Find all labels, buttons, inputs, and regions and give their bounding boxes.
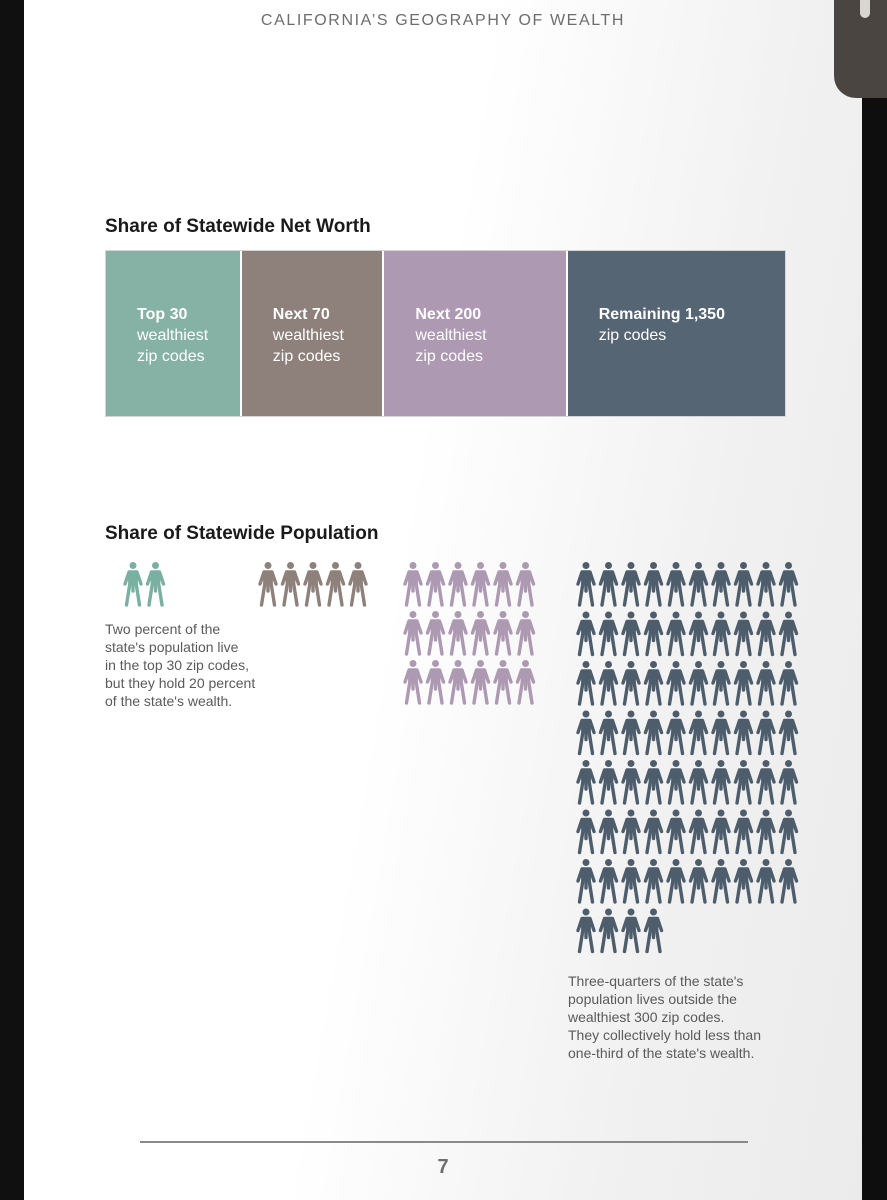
person-figure xyxy=(691,810,707,853)
person-figure xyxy=(283,562,299,605)
person-figure xyxy=(758,760,774,803)
person-figure xyxy=(428,660,444,703)
person-figure xyxy=(473,562,489,605)
person-figure xyxy=(623,760,639,803)
person-figure xyxy=(623,909,639,952)
person-figure xyxy=(781,612,797,655)
person-figure xyxy=(646,562,662,605)
population-chart-title: Share of Statewide Population xyxy=(105,523,379,544)
segment-sublabel: zip codes xyxy=(598,327,667,344)
person-figure xyxy=(623,859,639,902)
person-figure xyxy=(713,810,729,853)
person-figure xyxy=(450,660,466,703)
person-figure xyxy=(668,661,684,704)
segment-sublabel: wealthiest zip codes xyxy=(272,327,344,365)
remaining-annotation: Three-quarters of the state's population lives outside the wealthiest 300 zip codes. They collectively hold less than one-third of the state's wealth. xyxy=(568,973,761,1061)
person-figure xyxy=(601,711,617,754)
person-figure xyxy=(668,612,684,655)
person-figure xyxy=(668,810,684,853)
person-figure xyxy=(691,760,707,803)
person-figure xyxy=(646,661,662,704)
segment-sublabel: wealthiest zip codes xyxy=(415,327,487,365)
person-figure xyxy=(758,562,774,605)
person-figure xyxy=(781,810,797,853)
person-figure xyxy=(691,612,707,655)
person-figure xyxy=(646,810,662,853)
person-figure xyxy=(758,810,774,853)
person-figure xyxy=(713,612,729,655)
person-figure xyxy=(646,612,662,655)
page-number: 7 xyxy=(437,1156,449,1178)
person-figure xyxy=(713,760,729,803)
person-figure xyxy=(578,760,594,803)
person-figure xyxy=(758,661,774,704)
person-figure xyxy=(781,711,797,754)
person-figure xyxy=(668,711,684,754)
person-figure xyxy=(450,611,466,654)
person-figure xyxy=(691,859,707,902)
person-figure xyxy=(713,711,729,754)
person-figure xyxy=(623,810,639,853)
person-figure xyxy=(578,810,594,853)
person-figure xyxy=(601,909,617,952)
person-figure xyxy=(305,562,321,605)
person-figure xyxy=(736,612,752,655)
segment-label: Remaining 1,350 xyxy=(598,306,725,323)
person-figure xyxy=(691,661,707,704)
person-figure xyxy=(473,611,489,654)
person-figure xyxy=(495,660,511,703)
person-figure xyxy=(428,562,444,605)
person-figure xyxy=(578,909,594,952)
person-figure xyxy=(623,562,639,605)
person-figure xyxy=(601,562,617,605)
person-figure xyxy=(473,660,489,703)
person-figure xyxy=(736,661,752,704)
person-figure xyxy=(405,611,421,654)
person-figure xyxy=(736,859,752,902)
segment-label: Next 70 xyxy=(272,306,330,323)
person-figure xyxy=(758,859,774,902)
top-30-annotation: Two percent of the state's population live in the top 30 zip codes, but they hold 20 percent of the state's wealth. xyxy=(105,621,256,709)
person-figure xyxy=(495,562,511,605)
person-figure xyxy=(668,859,684,902)
person-figure xyxy=(328,562,344,605)
person-figure xyxy=(148,562,164,605)
person-figure xyxy=(736,810,752,853)
person-figure xyxy=(668,562,684,605)
person-figure xyxy=(578,562,594,605)
population-pictogram xyxy=(24,0,862,1200)
person-figure xyxy=(601,859,617,902)
person-figure xyxy=(691,711,707,754)
person-figure xyxy=(601,612,617,655)
running-header: CALIFORNIA’S GEOGRAPHY OF WEALTH xyxy=(260,12,626,29)
person-figure xyxy=(578,661,594,704)
segment-label: Top 30 xyxy=(137,306,188,323)
person-figure xyxy=(601,661,617,704)
person-figure xyxy=(713,562,729,605)
viewer-frame-right xyxy=(862,0,887,1200)
person-figure xyxy=(350,562,366,605)
person-figure xyxy=(518,562,534,605)
person-figure xyxy=(518,611,534,654)
person-figure xyxy=(646,909,662,952)
person-figure xyxy=(428,611,444,654)
person-figure xyxy=(260,562,276,605)
person-figure xyxy=(736,760,752,803)
person-figure xyxy=(781,760,797,803)
person-figure xyxy=(623,711,639,754)
person-figure xyxy=(450,562,466,605)
person-figure xyxy=(495,611,511,654)
person-figure xyxy=(518,660,534,703)
person-figure xyxy=(758,711,774,754)
person-figure xyxy=(781,562,797,605)
person-figure xyxy=(646,859,662,902)
person-figure xyxy=(646,760,662,803)
person-figure xyxy=(691,562,707,605)
person-figure xyxy=(758,612,774,655)
person-figure xyxy=(601,810,617,853)
person-figure xyxy=(736,711,752,754)
viewer-frame-left xyxy=(0,0,24,1200)
person-figure xyxy=(668,760,684,803)
person-figure xyxy=(578,612,594,655)
segment-label: Next 200 xyxy=(415,306,482,323)
person-figure xyxy=(646,711,662,754)
person-figure xyxy=(578,859,594,902)
person-figure xyxy=(713,661,729,704)
net-worth-chart-title: Share of Statewide Net Worth xyxy=(105,216,371,237)
person-figure xyxy=(125,562,141,605)
person-figure xyxy=(623,612,639,655)
person-figure xyxy=(736,562,752,605)
person-figure xyxy=(623,661,639,704)
segment-sublabel: wealthiest zip codes xyxy=(137,327,209,365)
person-figure xyxy=(601,760,617,803)
person-figure xyxy=(781,661,797,704)
person-figure xyxy=(781,859,797,902)
person-figure xyxy=(578,711,594,754)
person-figure xyxy=(405,562,421,605)
person-figure xyxy=(713,859,729,902)
person-figure xyxy=(405,660,421,703)
